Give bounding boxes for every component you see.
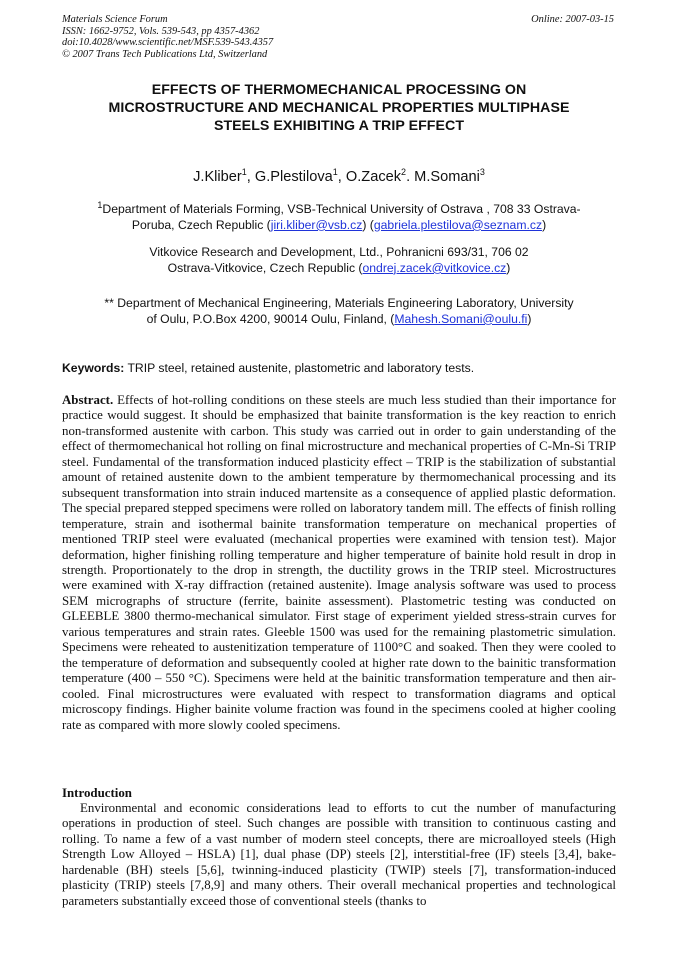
- paper-title: [62, 81, 616, 135]
- author-separator: .: [406, 169, 415, 185]
- author-separator: ,: [246, 169, 255, 185]
- section-heading-introduction: Introduction: [62, 786, 132, 800]
- affiliation-text: Department of Materials Forming, VSB-Technical University of Ostrava , 708 33 Ostrava-: [102, 202, 581, 216]
- affiliation-text: of Oulu, P.O.Box 4200, 90014 Oulu, Finland, (: [146, 311, 395, 326]
- affiliation-text: ): [542, 217, 547, 232]
- title-line-1: EFFECTS OF THERMOMECHANICAL PROCESSING ON: [151, 82, 527, 98]
- affiliation-line: Vitkovice Research and Development, Ltd., Pohranicni 693/31, 706 02: [149, 245, 529, 259]
- author-name: M.Somani: [414, 169, 480, 185]
- introduction-paragraph: Environmental and economic considerations lead to efforts to cut the number of manufacturing operations in production of steel. Such changes are possible with transition to continuous casting and rolling. To name a few of a vast number of modern steel concepts, there are microalloyed steels (High Strength Low Alloyed – HSLA) [1], dual phase (DP) steels [2], interstitial-free (IF) steels [3,4], bake-hardenable (BH) steels [5,6], twinning-induced plasticity (TWIP) steels [7], transformation-induced plasticity (TRIP) steels [7,8,9] and many others. Their overall mechanical properties and technological parameters substantially exceed those of conventional steels (thanks to: [62, 801, 616, 908]
- email-link[interactable]: gabriela.plestilova@seznam.cz: [373, 217, 543, 232]
- author-list: [62, 168, 616, 186]
- affiliation-text: ): [527, 311, 532, 326]
- affiliation-line: [62, 199, 616, 218]
- affiliation-text: ) (: [362, 217, 374, 232]
- affiliation-text: Poruba, Czech Republic (: [131, 217, 271, 232]
- title-line-3: STEELS EXHIBITING A TRIP EFFECT: [213, 118, 465, 134]
- affiliation-3: [62, 296, 616, 328]
- copyright-line: © 2007 Trans Tech Publications Ltd, Switzerland: [62, 48, 268, 60]
- author-name: O.Zacek: [345, 169, 402, 185]
- journal-header: [62, 14, 273, 60]
- author-name: G.Plestilova: [254, 169, 333, 185]
- author-separator: ,: [337, 169, 346, 185]
- keywords-label: Keywords:: [62, 361, 125, 375]
- affiliation-line: ** Department of Mechanical Engineering, Materials Engineering Laboratory, University: [104, 296, 574, 310]
- affiliation-line: [62, 261, 616, 277]
- affiliation-line: [62, 312, 616, 328]
- email-link[interactable]: ondrej.zacek@vitkovice.cz: [362, 260, 507, 275]
- abstract-text: Effects of hot-rolling conditions on these steels are much less studied than their importance for practice would suggest. It should be emphasized that bainite transformation is the key reaction to enrich non-transformed austenite with carbon. This study was carried out in order to gain understanding of the effect of thermomechanical hot rolling on final microstructure and mechanical properties of C-Mn-Si TRIP steel. Fundamental of the transformation induced plasticity effect – TRIP is the stabilization of substantial amount of retained austenite down to the ambient temperature by thermomechanical processing and its subsequent transformation into strain induced martensite as a consequence of applied plastic deformation. The special prepared stepped specimens were rolled on laboratory tandem mill. The effects of finish rolling temperature, strain and isothermal bainite transformation temperature on mechanical properties of mentioned TRIP steel were evaluated (mechanical properties were examined with tension test). Major deformation, higher finishing rolling temperature and higher temperature of bainite hold result in drop in strength. Proportionately to the drop in strength, the ductility grows in the TRIP steel. Microstructures were examined with X-ray diffraction (retained austenite). Image analysis software was used to process SEM micrographs of structure (ferrite, bainite assessment). Plastometric testing was conducted on GLEEBLE 3800 thermo-mechanical simulator. First stage of experiment yielded stress-strain curves for various temperatures and strain rates. Gleeble 1500 was used for the remaining plastometric simulation. Specimens were reheated to austenitization temperature of 1100°C and soaked. Then they were cooled to the temperature of deformation and subsequently cooled at higher rate down to the bainitic transformation temperature (400 – 550 °C). Specimens were held at the bainitic transformation temperature and then air-cooled. Final microstructures were evaluated with respect to transformation diagrams and optical microscopy findings. Higher bainite volume fraction was found in the specimens cooled at higher cooling rate as compared with more slowly cooled specimens.: [62, 393, 616, 732]
- author-affiliation-mark: 1: [332, 167, 338, 178]
- affiliation-2: [62, 245, 616, 277]
- keywords: [62, 361, 616, 377]
- affiliation-line: [62, 218, 616, 234]
- author-affiliation-mark: 1: [241, 167, 247, 178]
- affiliation-1: [62, 199, 616, 234]
- abstract-label: Abstract.: [62, 393, 114, 407]
- journal-name: Materials Science Forum: [62, 14, 168, 25]
- author-affiliation-mark: 3: [479, 167, 485, 178]
- author-affiliation-mark: 2: [401, 167, 407, 178]
- abstract: [62, 393, 616, 733]
- title-line-2: MICROSTRUCTURE AND MECHANICAL PROPERTIES MULTIPHASE: [108, 100, 570, 116]
- online-date: Online: 2007-03-15: [531, 14, 614, 25]
- doi-line: doi:10.4028/www.scientific.net/MSF.539-543.4357: [62, 37, 274, 49]
- keywords-text: TRIP steel, retained austenite, plastometric and laboratory tests.: [124, 361, 475, 375]
- affiliation-text: ): [506, 260, 511, 275]
- affiliation-mark: 1: [97, 199, 103, 210]
- introduction-body: [62, 801, 616, 909]
- abstract-paragraph: [62, 393, 616, 733]
- affiliation-text: Ostrava-Vitkovice, Czech Republic (: [167, 260, 363, 275]
- issn-line: ISSN: 1662-9752, Vols. 539-543, pp 4357-4362: [62, 25, 260, 37]
- author-name: J.Kliber: [193, 169, 242, 185]
- email-link[interactable]: Mahesh.Somani@oulu.fi: [394, 311, 528, 326]
- email-link[interactable]: jiri.kliber@vsb.cz: [270, 217, 363, 232]
